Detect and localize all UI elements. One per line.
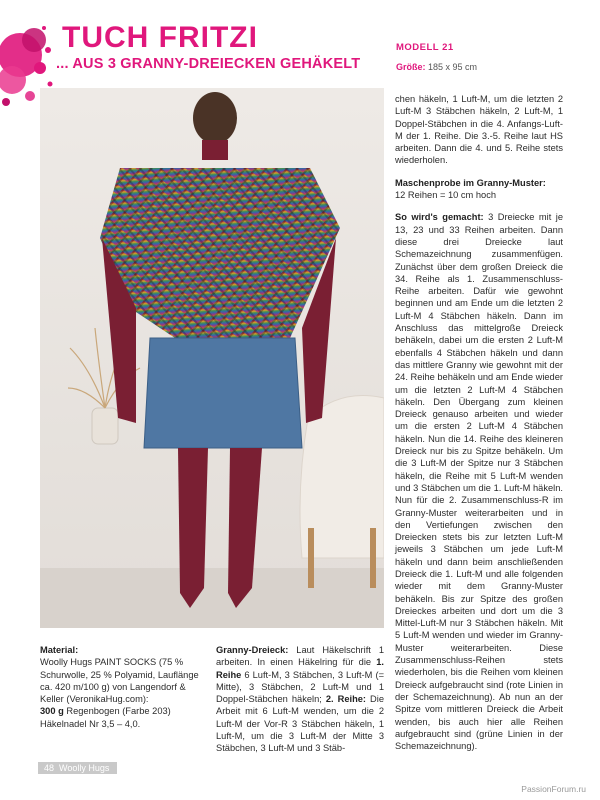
needle-size: Häkelnadel Nr 3,5 – 4,0. <box>40 718 141 729</box>
granny-continued: chen häkeln, 1 Luft-M, um die letzten 2 Luft-M 3 Stäbchen häkeln, 2 Luft-M, 1 Doppel-Stäbchen in die 4. Anfangs-Luft-M der 1. Reihe. Die 3.-5. Reihe laut HS arbeiten. Dann die 4. und 5. Reihe stets wiederholen. <box>395 94 563 166</box>
material-text: Woolly Hugs PAINT SOCKS (75 % Schurwolle, 25 % Polyamid, Lauflänge ca. 420 m/100 g) von Langendorf & Keller (VeronikaHug.com): <box>40 657 199 705</box>
granny-row-2: 2. Reihe: <box>325 694 367 705</box>
page-title: TUCH FRITZI <box>62 21 258 54</box>
footer-brand: Woolly Hugs <box>59 763 110 773</box>
page-subtitle: ... AUS 3 GRANNY-DREIECKEN GEHÄKELT <box>56 56 361 72</box>
shawl-photo <box>40 88 384 628</box>
watermark: PassionForum.ru <box>521 784 586 794</box>
page-number: 48 <box>44 763 55 773</box>
material-amount-rest: Regenbogen (Farbe 203) <box>63 706 171 717</box>
material-heading: Material: <box>40 645 79 655</box>
size-label: Größe: <box>396 62 426 72</box>
model-number: MODELL 21 <box>396 42 454 53</box>
material-section <box>40 644 208 730</box>
granny-text-2: 6 Luft-M, 3 Stäbchen, 3 Luft-M (= Mitte), 3 Stäbchen, 2 Luft-M und 1 Doppel-Stäbchen häkeln; <box>216 669 384 705</box>
gauge-heading: Maschenprobe im Granny-Muster: <box>395 177 546 188</box>
granny-text-1: Laut Häkelschrift 1 arbeiten. In einen Häkelring für die <box>216 645 384 668</box>
size-value: 185 x 95 cm <box>428 62 478 72</box>
granny-text-3: Die Arbeit mit 6 Luft-M wenden, um die 2 Luft-M der Vor-R 3 Stäbchen häkeln, 1 Luft-M, um die 3 Luft-M der Mitte 3 Stäbchen, 3 Luft-M und 3 Stäb- <box>216 694 384 754</box>
granny-heading: Granny-Dreieck: <box>216 645 289 655</box>
howto-heading: So wird's gemacht: <box>395 212 484 223</box>
size-info <box>396 62 477 72</box>
granny-row-1: 1. Reihe <box>216 657 384 680</box>
instructions-column <box>395 93 563 752</box>
gauge-text: 12 Reihen = 10 cm hoch <box>395 190 497 201</box>
material-amount: 300 g <box>40 706 64 717</box>
howto-text: 3 Dreiecke mit je 13, 23 und 33 Reihen arbeiten. Dann diese drei Dreiecke laut Schemazeichnung zusammenfügen. Zunächst über dem großen Dreieck die 34. Reihe als 1. Zusammenschluss-Reihe arbeiten. Dafür wie gewohnt beginnen und am Ende um die letzten 2 Luft-M 4 Stäbchen häkeln. Dann im Anschluss das mittelgroße Dreieck behäkeln, dabei um die ersten 2 Luft-M ebenfalls 4 Stäbchen häkeln und dann das mittlere Granny wie gewohnt mit der 24. Reihe behäkeln und am Ende wieder um die letzten 2 Luft-M 4 Stäbchen häkeln. Den Übergang zum kleinen Dreieck genauso arbeiten und wieder um die ersten 2 Luft-M 4 Stäbchen häkeln. Nun die 14. Reihe des kleineren Dreieck nur bis zu Spitze behäkeln. Um die 3 Luft-M der Spitze nur 3 Stäbchen häkeln, die Reihe mit 5 Luft-M wenden und 3 Stäbchen um die 1. Luft-M häkeln. Nun für die 2. Zusammenschluss-R im Granny-Muster weiterarbeiten und in den Vertiefungen zwischen den Dreiecken stets bis zur letzten Luft-M jeweils 3 Stäbchen um jede Luft-M häkeln und dann beim anschließenden Dreieck die 1. Luft-M und alle folgenden wieder mit dem Granny-Muster behäkeln. Bis zur Spitze des großen Dreieckes arbeiten und dort um die 3 Mittel-Luft-M nur 3 Stäbchen häkeln. Mit 5 Luft-M wenden und wieder im Granny-Muster weiterarbeiten. Diese Zusammenschluss-Reihen stets wiederholen, bis die Reihen vom kleinen Dreieck aufgebraucht sind (rote Linien in der Schemazeichnung). Ab nun an der Spitze vom mittleren Dreieck die Arbeit wenden, bis auch hier alle Reihen aufgebraucht sind (grüne Linien in der Schemazeichnung). <box>395 212 563 752</box>
granny-section <box>216 644 384 755</box>
page-footer <box>38 762 117 776</box>
